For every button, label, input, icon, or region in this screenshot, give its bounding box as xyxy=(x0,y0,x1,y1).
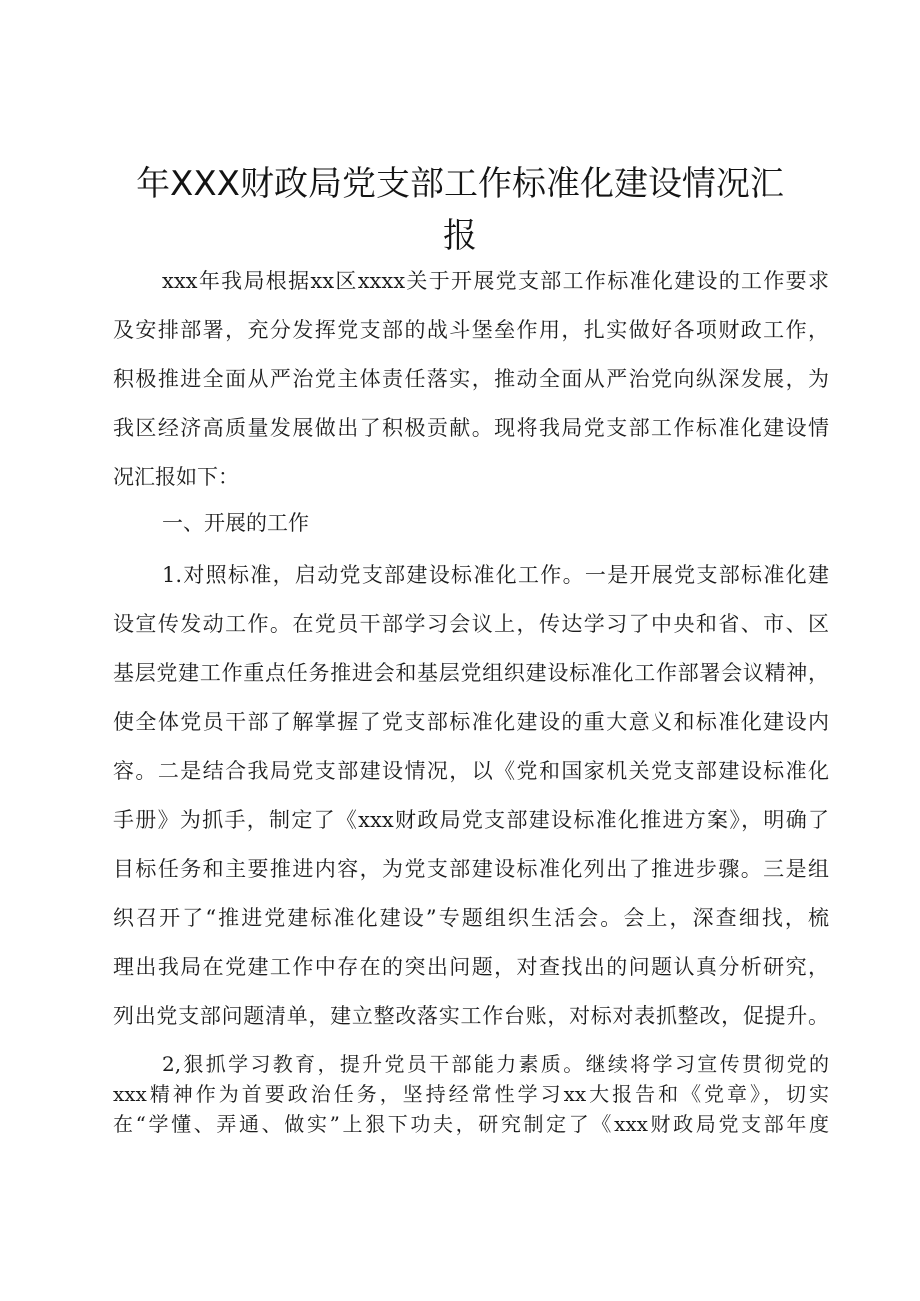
item2-line: 2,狠抓学习教育，提升党员干部能力素质。继续将学习宣传贯彻党的 xyxy=(162,1052,829,1076)
section-heading: 一、开展的工作 xyxy=(162,511,309,535)
item1-line: 列出党支部问题清单，建立整改落实工作台账，对标对表抓整改，促提升。 xyxy=(113,1004,829,1028)
item1-line: 基层党建工作重点任务推进会和基层党组织建设标准化工作部署会议精神， xyxy=(113,661,829,685)
intro-line: 我区经济高质量发展做出了积极贡献。现将我局党支部工作标准化建设情 xyxy=(113,416,829,440)
item1-line: 手册》为抓手，制定了《xxx财政局党支部建设标准化推进方案》，明确了 xyxy=(113,808,829,832)
item1-line: 使全体党员干部了解掌握了党支部标准化建设的重大意义和标准化建设内 xyxy=(113,710,829,734)
item1-line: 目标任务和主要推进内容，为党支部建设标准化列出了推进步骤。三是组 xyxy=(113,857,829,881)
document-title-line-2: 报 xyxy=(443,216,477,256)
item1-line: 1.对照标准，启动党支部建设标准化工作。一是开展党支部标准化建 xyxy=(162,563,829,587)
item1-line: 织召开了“推进党建标准化建设”专题组织生活会。会上，深查细找，梳 xyxy=(113,906,829,930)
item1-line: 理出我局在党建工作中存在的突出问题，对查找出的问题认真分析研究， xyxy=(113,955,829,979)
intro-line: xxx年我局根据xx区xxxx关于开展党支部工作标准化建设的工作要求 xyxy=(162,269,829,293)
intro-line: 及安排部署，充分发挥党支部的战斗堡垒作用，扎实做好各项财政工作， xyxy=(113,318,829,342)
item1-line: 容。二是结合我局党支部建设情况，以《党和国家机关党支部建设标准化 xyxy=(113,759,829,783)
item2-line: 在“学懂、弄通、做实”上狠下功夫，研究制定了《xxx财政局党支部年度 xyxy=(113,1112,829,1136)
document-title-line-1: 年XXX财政局党支部工作标准化建设情况汇 xyxy=(136,164,784,204)
item2-line: xxx精神作为首要政治任务，坚持经常性学习xx大报告和《党章》，切实 xyxy=(113,1082,829,1106)
item1-line: 设宣传发动工作。在党员干部学习会议上，传达学习了中央和省、市、区 xyxy=(113,612,829,636)
intro-line: 况汇报如下： xyxy=(113,465,239,489)
intro-line: 积极推进全面从严治党主体责任落实，推动全面从严治党向纵深发展，为 xyxy=(113,367,829,391)
